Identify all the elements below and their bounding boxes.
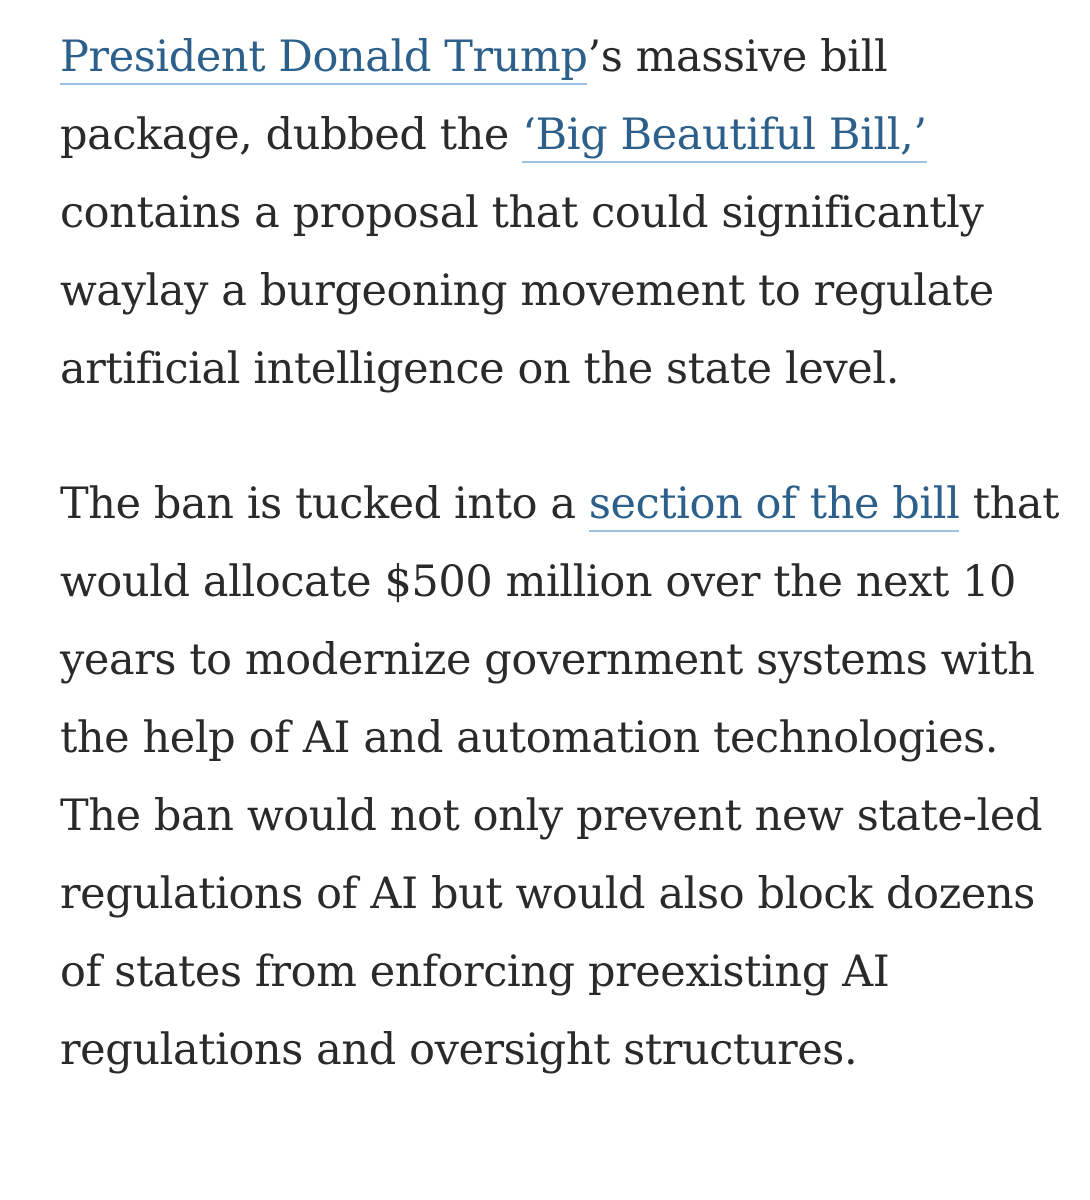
paragraph-2 [60, 465, 1070, 1089]
link-big-beautiful-bill[interactable]: ‘Big Beautiful Bill,’ [522, 110, 926, 163]
paragraph-1-text-b: contains a proposal that could significantly waylay a burgeoning movement to regulate artificial intelligence on the state level. [60, 188, 994, 394]
link-president-donald-trump[interactable]: President Donald Trump [60, 32, 587, 85]
paragraph-2-text-b: that would allocate $500 million over the next 10 years to modernize government systems with the help of AI and automation technologies. The ban would not only prevent new state-led regulations of AI but would also block dozens of states from enforcing preexisting AI regulations and oversight structures. [60, 479, 1060, 1075]
link-section-of-the-bill[interactable]: section of the bill [589, 479, 960, 532]
paragraph-1-text-a: ’s massive bill package, dubbed the [60, 32, 888, 160]
paragraph-2-text-a: The ban is tucked into a [60, 479, 589, 529]
article-body [60, 18, 1070, 1089]
paragraph-1 [60, 18, 1070, 408]
